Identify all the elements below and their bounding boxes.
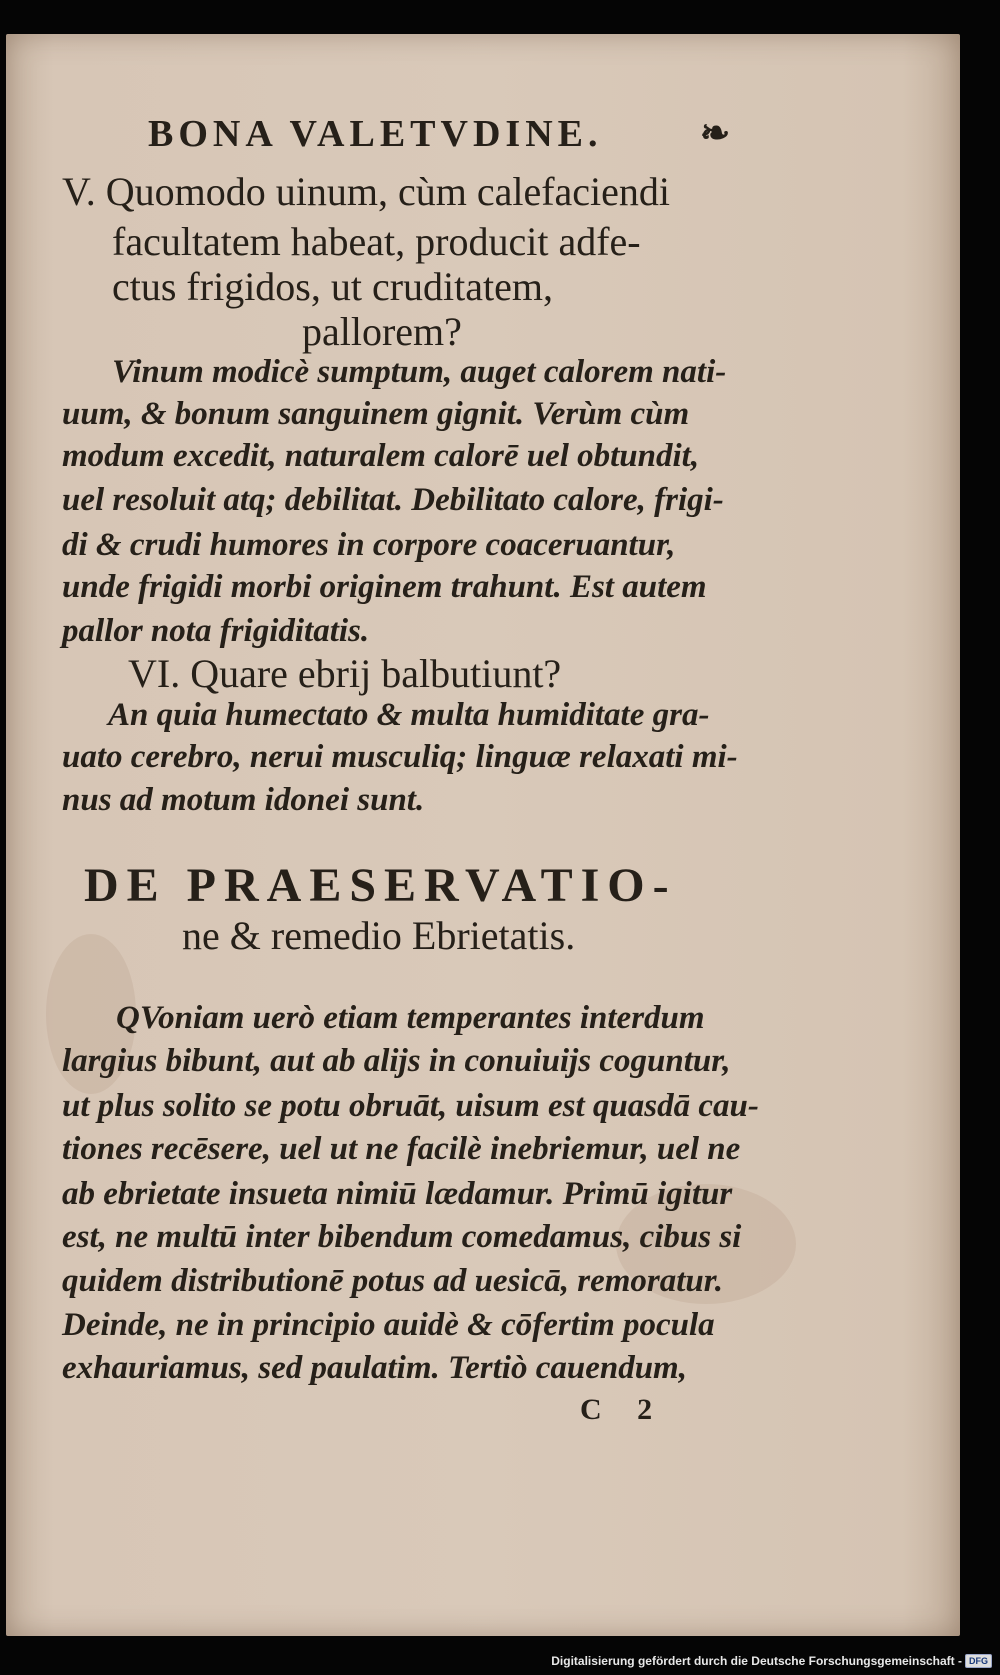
body-line: exhauriamus, sed paulatim. Tertiò cauendum, [62, 1350, 687, 1386]
answer-v-line: pallor nota frigiditatis. [62, 613, 370, 649]
question-v-line: facultatem habeat, producit adfe- [112, 219, 641, 264]
answer-v-line: uel resoluit atq; debilitat. Debilitato calore, frigi- [62, 482, 724, 518]
question-v-line: pallorem? [302, 309, 462, 354]
footer-credit [551, 1654, 992, 1668]
answer-v-line: di & crudi humores in corpore coaceruantur, [62, 527, 676, 563]
body-line: QVoniam uerò etiam temperantes interdum [116, 1000, 705, 1036]
body-line: ab ebrietate insueta nimiū lædamur. Primū igitur [62, 1176, 733, 1212]
answer-vi-line: nus ad motum idonei sunt. [62, 782, 425, 818]
question-vi: VI. Quare ebrij balbutiunt? [128, 651, 562, 696]
body-line: est, ne multū inter bibendum comedamus, cibus si [62, 1219, 742, 1255]
leaf-ornament-icon: ❧ [700, 113, 731, 153]
body-line: tiones recēsere, uel ut ne facilè inebriemur, uel ne [62, 1131, 741, 1167]
question-v-line: V. Quomodo uinum, cùm calefaciendi [62, 169, 671, 214]
body-line: quidem distributionē potus ad uesicā, remoratur. [62, 1263, 724, 1299]
footer-text: Digitalisierung gefördert durch die Deutsche Forschungsgemeinschaft - [551, 1654, 962, 1668]
dfg-logo-icon: DFG [965, 1654, 992, 1668]
answer-v-line: unde frigidi morbi originem trahunt. Est autem [62, 569, 707, 605]
running-head: BONA VALETVDINE. [148, 113, 603, 155]
answer-vi-line: An quia humectato & multa humiditate gra- [108, 697, 710, 733]
question-v-line: ctus frigidos, ut cruditatem, [112, 264, 554, 309]
answer-vi-line: uato cerebro, nerui musculiq; linguæ relaxati mi- [62, 739, 738, 775]
section-subheading: ne & remedio Ebrietatis. [182, 913, 576, 958]
answer-v-line: uum, & bonum sanguinem gignit. Verùm cùm [62, 396, 690, 432]
body-line: ut plus solito se potu obruāt, uisum est quasdā cau- [62, 1088, 759, 1124]
body-line: Deinde, ne in principio auidè & cōfertim pocula [62, 1307, 715, 1343]
section-heading: DE PRAESERVATIO- [84, 859, 677, 912]
answer-v-line: modum excedit, naturalem calorē uel obtundit, [62, 438, 700, 474]
body-line: largius bibunt, aut ab alijs in conuiuijs coguntur, [62, 1043, 731, 1079]
answer-v-line: Vinum modicè sumptum, auget calorem nati- [112, 354, 727, 390]
signature-mark: C 2 [580, 1393, 667, 1426]
